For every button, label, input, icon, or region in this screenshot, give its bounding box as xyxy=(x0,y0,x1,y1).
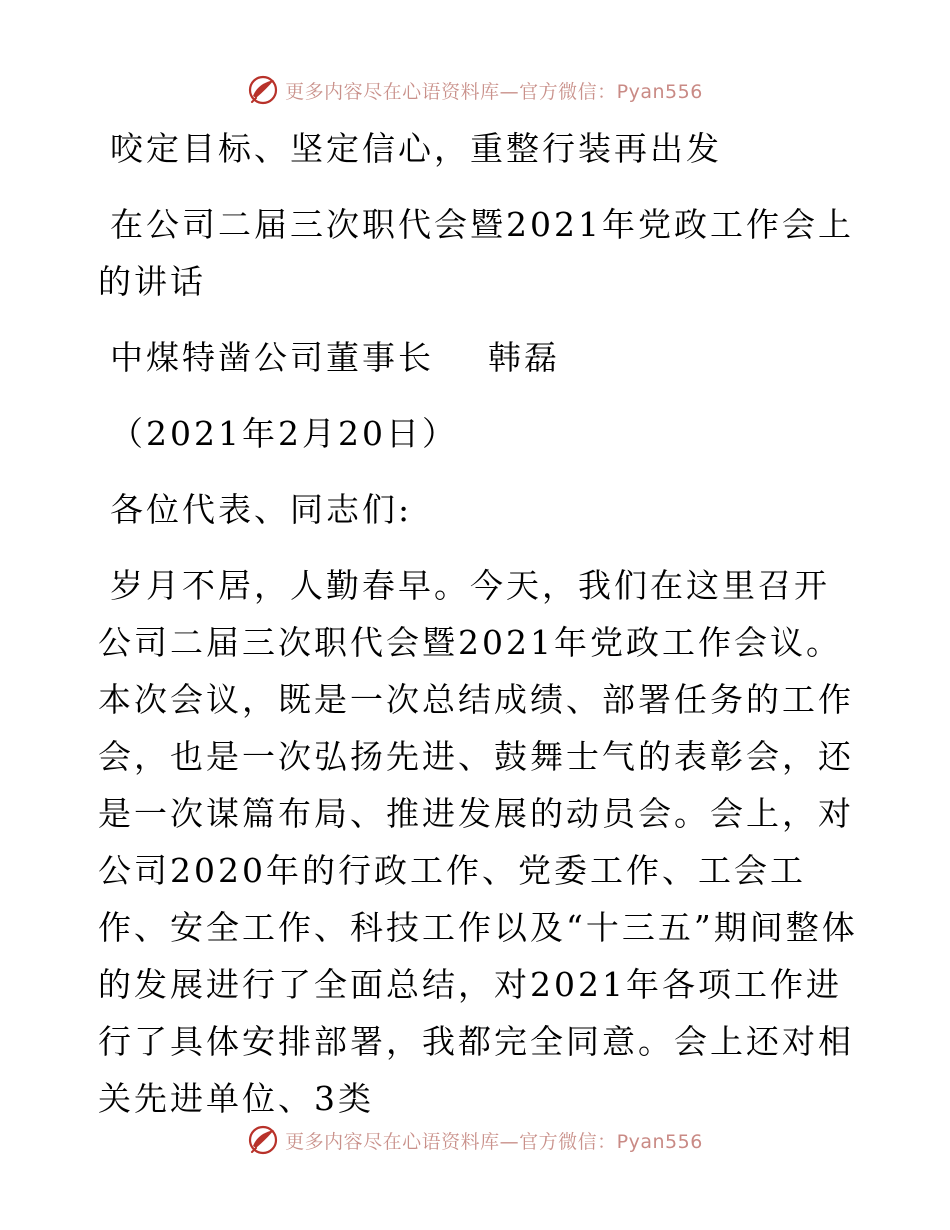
pen-logo-icon xyxy=(247,74,279,106)
document-body xyxy=(98,120,858,1127)
document-subtitle: 在公司二届三次职代会暨2021年党政工作会上的讲话 xyxy=(98,205,854,301)
body-paragraph: 岁月不居，人勤春早。今天，我们在这里召开公司二届三次职代会暨2021年党政工作会议。本次会议，既是一次总结成绩、部署任务的工作会，也是一次弘扬先进、鼓舞士气的表彰会，还是一次谋篇布局、推进发展的动员会。会上，对公司2020年的行政工作、党委工作、工会工作、安全工作、科技工作以及“十三五”期间整体的发展进行了全面总结，对2021年各项工作进行了具体安排部署，我都完全同意。会上还对相关先进单位、3类 xyxy=(98,566,858,1118)
header-watermark xyxy=(0,72,950,108)
watermark-text: 更多内容尽在心语资料库—官方微信：Pyan556 xyxy=(285,80,703,103)
pen-logo-icon xyxy=(247,1124,279,1156)
date-line: （2021年2月20日） xyxy=(110,414,458,453)
watermark-text: 更多内容尽在心语资料库—官方微信：Pyan556 xyxy=(285,1130,703,1153)
author-line: 中煤特凿公司董事长 韩磊 xyxy=(110,338,560,377)
salutation: 各位代表、同志们: xyxy=(110,490,413,529)
document-title: 咬定目标、坚定信心，重整行装再出发 xyxy=(110,129,722,168)
footer-watermark xyxy=(0,1122,950,1158)
